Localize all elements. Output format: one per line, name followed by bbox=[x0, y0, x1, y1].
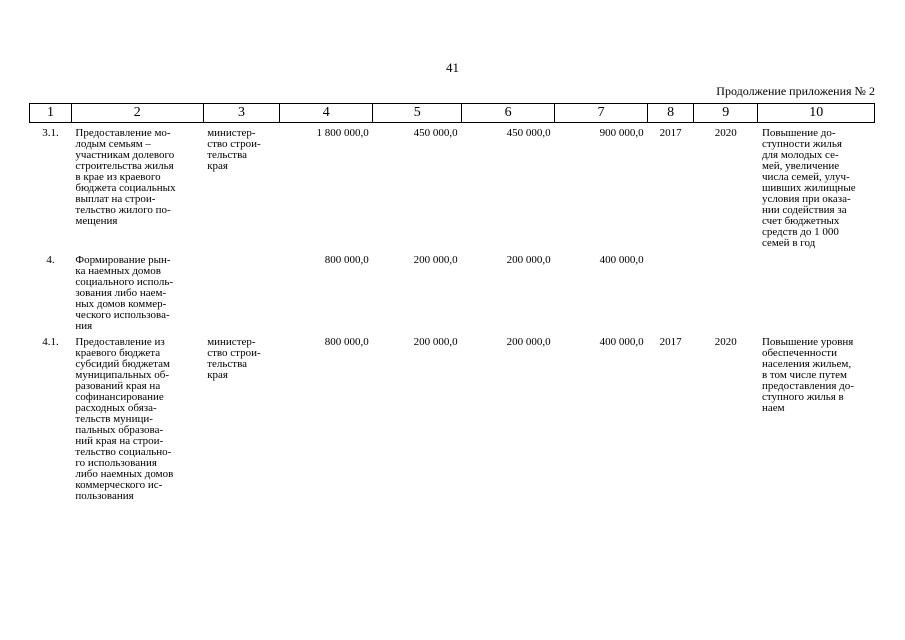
header-col-2: 2 bbox=[71, 104, 203, 123]
row-number: 4.1. bbox=[42, 336, 59, 348]
expected-result: Повышение до- ступности жилья для молодых се- мей, увеличение числа семей, улуч- шивших жилищные условия при оказа- нии содействия за счет бюджетных средств до 1 000 семей в год bbox=[761, 127, 856, 249]
expected-result bbox=[758, 250, 875, 332]
appendix-continuation-note: Продолжение приложения № 2 bbox=[716, 84, 875, 98]
header-col-6: 6 bbox=[462, 104, 555, 123]
table-row bbox=[30, 123, 875, 251]
start-year bbox=[648, 250, 694, 332]
funding-col-5: 450 000,0 bbox=[413, 127, 458, 139]
executor bbox=[203, 250, 280, 332]
measure-name: Предоставление мо- лодым семьям – участникам долевого строительства жилья в крае из краевого бюджета социальных выплат на строи- тельство жилого по- мещения bbox=[75, 127, 176, 227]
table-row bbox=[30, 250, 875, 332]
header-col-9: 9 bbox=[694, 104, 758, 123]
executor: министер- ство строи- тельства края bbox=[207, 336, 261, 381]
header-col-10: 10 bbox=[758, 104, 875, 123]
header-col-4: 4 bbox=[280, 104, 373, 123]
total-funding: 800 000,0 bbox=[324, 336, 369, 348]
header-col-8: 8 bbox=[648, 104, 694, 123]
page-number: 41 bbox=[446, 60, 459, 75]
measure-name: Предоставление из краевого бюджета субсидий бюджетам муниципальных об- разований края на софинансирование расходных обяза- тельств муници- пальных образова- ний края на строи- тельство социально- го использования либо наемных домов коммерческого ис- пользования bbox=[75, 336, 174, 502]
header-col-1: 1 bbox=[30, 104, 72, 123]
row-number: 4. bbox=[46, 254, 55, 266]
total-funding: 1 800 000,0 bbox=[316, 127, 369, 139]
start-year: 2017 bbox=[659, 127, 682, 139]
funding-col-5: 200 000,0 bbox=[413, 254, 458, 266]
funding-col-6: 200 000,0 bbox=[506, 254, 551, 266]
expected-result: Повышение уровня обеспеченности населения жильем, в том числе путем предоставления до- ступного жилья в наем bbox=[761, 336, 854, 414]
header-col-7: 7 bbox=[555, 104, 648, 123]
row-number: 3.1. bbox=[42, 127, 59, 139]
start-year: 2017 bbox=[659, 336, 682, 348]
end-year: 2020 bbox=[714, 336, 737, 348]
funding-col-7: 400 000,0 bbox=[599, 254, 644, 266]
total-funding: 800 000,0 bbox=[324, 254, 369, 266]
program-measures-table bbox=[29, 103, 875, 502]
funding-col-7: 400 000,0 bbox=[599, 336, 644, 348]
funding-col-6: 450 000,0 bbox=[506, 127, 551, 139]
table-row bbox=[30, 332, 875, 502]
funding-col-5: 200 000,0 bbox=[413, 336, 458, 348]
end-year bbox=[694, 250, 758, 332]
header-row bbox=[30, 104, 875, 123]
funding-col-6: 200 000,0 bbox=[506, 336, 551, 348]
header-col-3: 3 bbox=[203, 104, 280, 123]
executor: министер- ство строи- тельства края bbox=[207, 127, 261, 172]
measure-name: Формирование рын- ка наемных домов социального исполь- зования либо наем- ных домов коммер- ческого использова- ния bbox=[75, 254, 174, 332]
funding-col-7: 900 000,0 bbox=[599, 127, 644, 139]
header-col-5: 5 bbox=[373, 104, 462, 123]
end-year: 2020 bbox=[714, 127, 737, 139]
